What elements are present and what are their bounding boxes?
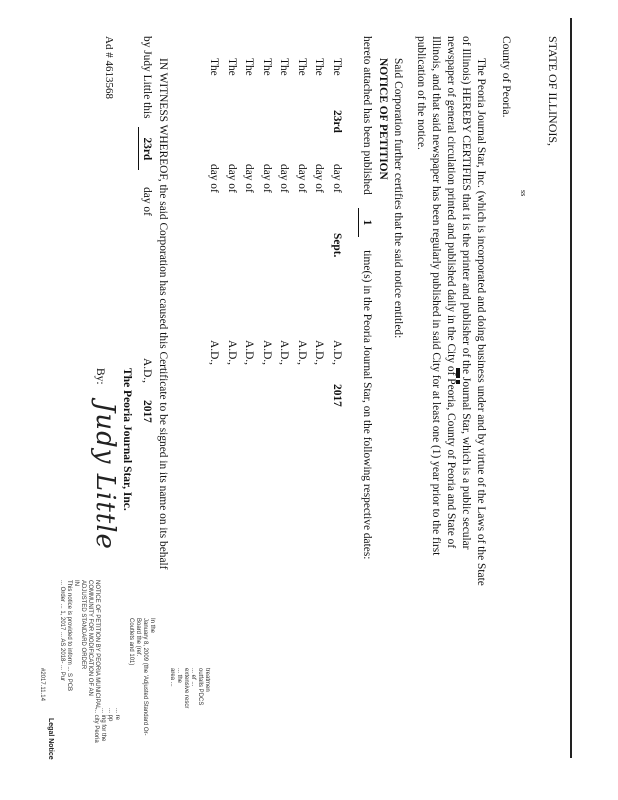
side-notice-block-2 [127, 618, 155, 736]
date-the: The [243, 58, 256, 76]
state-heading: STATE OF ILLINOIS, [546, 36, 560, 147]
date-month: Sept. [331, 233, 343, 258]
side-notice-block-1 [58, 580, 100, 709]
date-dayof: day of [331, 164, 343, 193]
signature: Judy Little [90, 402, 120, 550]
page-border-line [570, 18, 572, 758]
date-dayof: day of [226, 164, 238, 193]
side-line: This notice is provided to inform ... S PCB [66, 580, 72, 692]
date-dayof: day of [261, 164, 273, 193]
side-line: extensive rescr [183, 668, 189, 709]
date-the: The [226, 58, 238, 76]
body-line-2: of Illinois) HEREBY CERTIFIES that it is the printer and publisher of the Journal Star, which is a public secular [460, 36, 472, 550]
body-line-5: publication of the notice. [415, 36, 427, 150]
side-line: In the [149, 618, 155, 634]
witness-by: by Judy Little this [141, 36, 153, 119]
certificate-document [30, 18, 590, 778]
witness-dayof: day of [141, 187, 153, 216]
times-count: 1 [358, 208, 374, 238]
witness-line-2 [138, 36, 154, 216]
side-notice-block-3 [168, 668, 210, 708]
side-line: IN [73, 580, 79, 586]
side-line: ... re [114, 708, 120, 721]
company-name: The Peoria Journal Star, Inc. [121, 368, 133, 511]
date-the: The [208, 58, 221, 76]
date-ad: A.D., [208, 340, 221, 365]
date-ad: A.D., [243, 340, 256, 365]
date-the: The [278, 58, 291, 76]
date-ad: A.D., [296, 340, 308, 365]
body-line-3: newspaper of general circulation printed and published daily in the City of Peoria, County of Peoria and State of [445, 36, 457, 549]
body-line-1: The Peoria Journal Star, Inc. (which is incorporated and doing business under and by virtue of the Laws of the State [475, 58, 487, 586]
witness-year: 2017 [141, 400, 153, 423]
side-line: area ... [169, 668, 175, 687]
side-line: ... the [176, 668, 182, 684]
body-line-4: Illinois, and that said newspaper has been regularly published in said City for at least one (1) year prior to the first [430, 36, 442, 556]
date-ad: A.D., [278, 340, 291, 365]
date-dayof: day of [243, 164, 256, 193]
side-line: treatmen [204, 668, 210, 692]
date-ad: A.D., [331, 340, 343, 365]
date-ad: A.D., [313, 340, 326, 365]
side-line: ADJUSTED STANDARD ORDER [80, 580, 86, 670]
notice-title: NOTICE OF PETITION [377, 58, 389, 180]
by-label: By: [94, 368, 106, 385]
side-line: NOTICE OF PETITION BY PEORIA MUNICIPAL [94, 580, 100, 710]
date-dayof: day of [278, 164, 291, 193]
date-dayof: day of [313, 164, 326, 193]
side-line: COMMUNITY FOR MODIFICATION OF AN [87, 580, 93, 696]
side-line: January 8, 2009 (the 'Adjusted Standard Or- [142, 618, 148, 736]
date-ad: A.D., [261, 340, 273, 365]
witness-ad: A.D., [141, 358, 153, 383]
hereto-pre: hereto attached has been published [361, 36, 373, 195]
side-line: ... Order ... 1, 2017 ... AS 2018- ... Pur [59, 580, 65, 682]
side-notice-block-4 [92, 708, 120, 743]
witness-day: 23rd [138, 127, 154, 170]
date-day: 23rd [331, 110, 343, 133]
witness-line-1: IN WITNESS WHEREOF, the said Corporation has caused this Certificate to be signed in its name on its behalf [157, 58, 169, 570]
further-line: Said Corporation further certifies that the said notice entitled: [392, 58, 404, 339]
date-year: 2017 [331, 384, 343, 407]
side-line: ... ef ... [190, 668, 196, 687]
side-line: ... pp [107, 708, 113, 722]
ad-number: Ad # 4613568 [103, 36, 115, 99]
side-notice-footer: #2017.11.14 [39, 668, 45, 701]
date-the: The [313, 58, 326, 76]
date-the: The [261, 58, 273, 76]
hereto-post: time(s) in the Peoria Journal Star, on the following respective dates: [361, 250, 373, 560]
side-line: ... city Peoria [93, 708, 99, 743]
side-line: Board the (ref. [135, 618, 141, 657]
date-the: The [331, 58, 343, 76]
date-dayof: day of [208, 164, 221, 193]
side-line: outfalls PDCS [197, 668, 203, 706]
side-line: ... ing for the [100, 708, 106, 742]
side-line: Coutlets and 101) [128, 618, 134, 666]
side-notice-header: Legal Notice [47, 718, 54, 760]
date-the: The [296, 58, 308, 76]
hereto-line [358, 36, 374, 559]
county-line: County of Peoria. [500, 36, 512, 118]
date-ad: A.D., [226, 340, 238, 365]
date-dayof: day of [296, 164, 308, 193]
ss-mark: ss [519, 190, 528, 197]
